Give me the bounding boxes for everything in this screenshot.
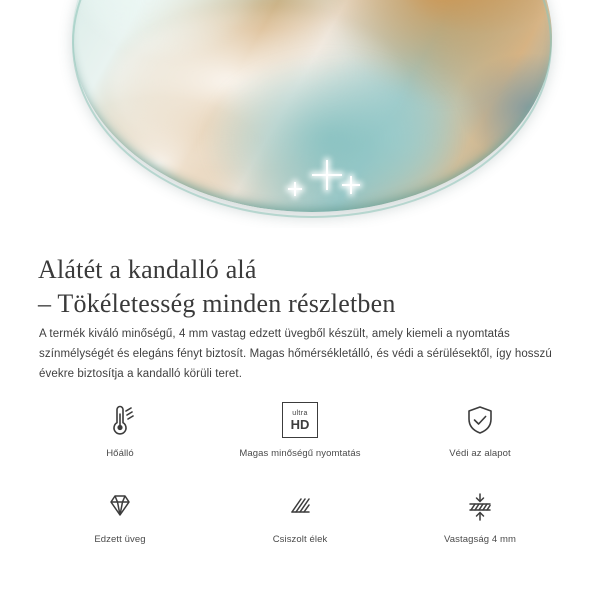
feature-label: Csiszolt élek — [272, 534, 328, 545]
feature-item-surface-protection — [390, 398, 570, 474]
thermometer-icon — [100, 398, 140, 442]
feature-label: Védi az alapot — [449, 448, 511, 459]
feature-item-print-quality — [210, 398, 390, 474]
feature-label: Hőálló — [106, 448, 134, 459]
ultra-hd-badge-bottom: HD — [290, 416, 310, 432]
ultra-hd-icon — [282, 398, 318, 442]
thickness-icon — [460, 484, 500, 528]
feature-grid — [30, 398, 570, 560]
glass-edge-highlight — [72, 0, 552, 212]
page-title — [38, 253, 568, 321]
diamond-icon — [100, 484, 140, 528]
feature-label: Vastagság 4 mm — [444, 534, 516, 545]
feature-item-thickness — [390, 484, 570, 560]
hero-image — [0, 0, 600, 228]
feature-label: Magas minőségű nyomtatás — [239, 448, 361, 459]
feature-item-tempered-glass — [30, 484, 210, 560]
feature-label: Edzett üveg — [94, 534, 146, 545]
description-paragraph: A termék kiváló minőségű, 4 mm vastag edzett üvegből készült, amely kiemeli a nyomtatás színmélységét és elegáns fényt biztosít. Magas hőmérsékletálló, és védi a sérülésektől, így hosszú évekre biztosítja a kandalló körüli teret. — [39, 327, 552, 380]
headline-line-2: – Tökéletesség minden részletben — [38, 289, 396, 319]
headline-line-1: Alátét a kandalló alá — [38, 255, 257, 285]
feature-item-heat-resistant — [30, 398, 210, 474]
shield-check-icon — [460, 398, 500, 442]
glass-panel-image — [72, 0, 552, 212]
ultra-hd-badge-top: ultra — [292, 409, 308, 417]
feature-item-polished-edges — [210, 484, 390, 560]
polished-edges-icon — [280, 484, 320, 528]
